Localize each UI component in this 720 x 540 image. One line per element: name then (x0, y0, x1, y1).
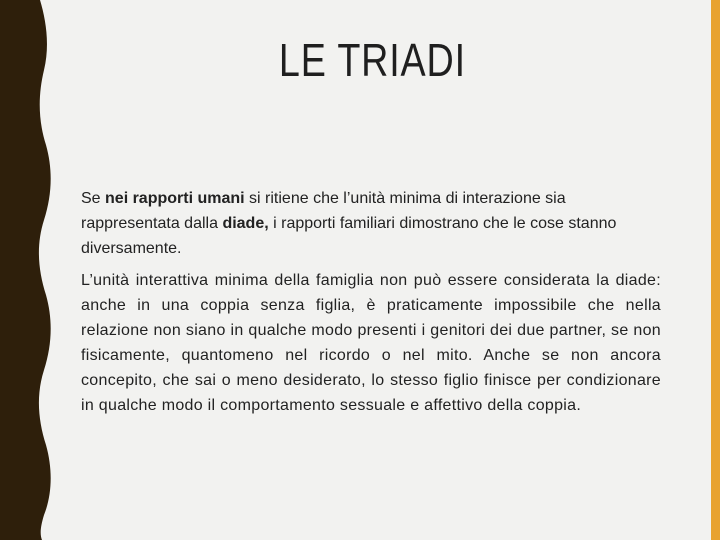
left-decorative-band (0, 0, 60, 540)
paragraph-1 (81, 186, 661, 261)
paragraph-2: L’unità interattiva minima della famiglia non può essere considerata la diade: anche in una coppia senza figlia, è praticamente impossibile che nella relazione non siano in qualche modo presenti i genitori dei due partner, se non fisicamente, quantomeno nel ricordo o nel mito. Anche se non ancora concepito, che sai o meno desiderato, lo stesso figlio finisce per condizionare in qualche modo il comportamento sessuale e affettivo della coppia. (81, 272, 661, 414)
right-accent-band (711, 0, 720, 540)
paragraph-1-text-c: i rapporti familiari dimostrano che le cose stanno diversamente. (81, 215, 617, 257)
paragraph-1-bold-a: nei rapporti umani (105, 190, 245, 207)
slide-title: LE TRIADI (278, 34, 466, 86)
slide-body (81, 186, 661, 425)
paragraph-1-bold-b: diade, (222, 215, 269, 232)
paragraph-1-text-b: si ritiene che l’unità minima di interazione sia rappresentata dalla (81, 190, 566, 232)
paragraph-1-text-a: Se (81, 190, 106, 207)
